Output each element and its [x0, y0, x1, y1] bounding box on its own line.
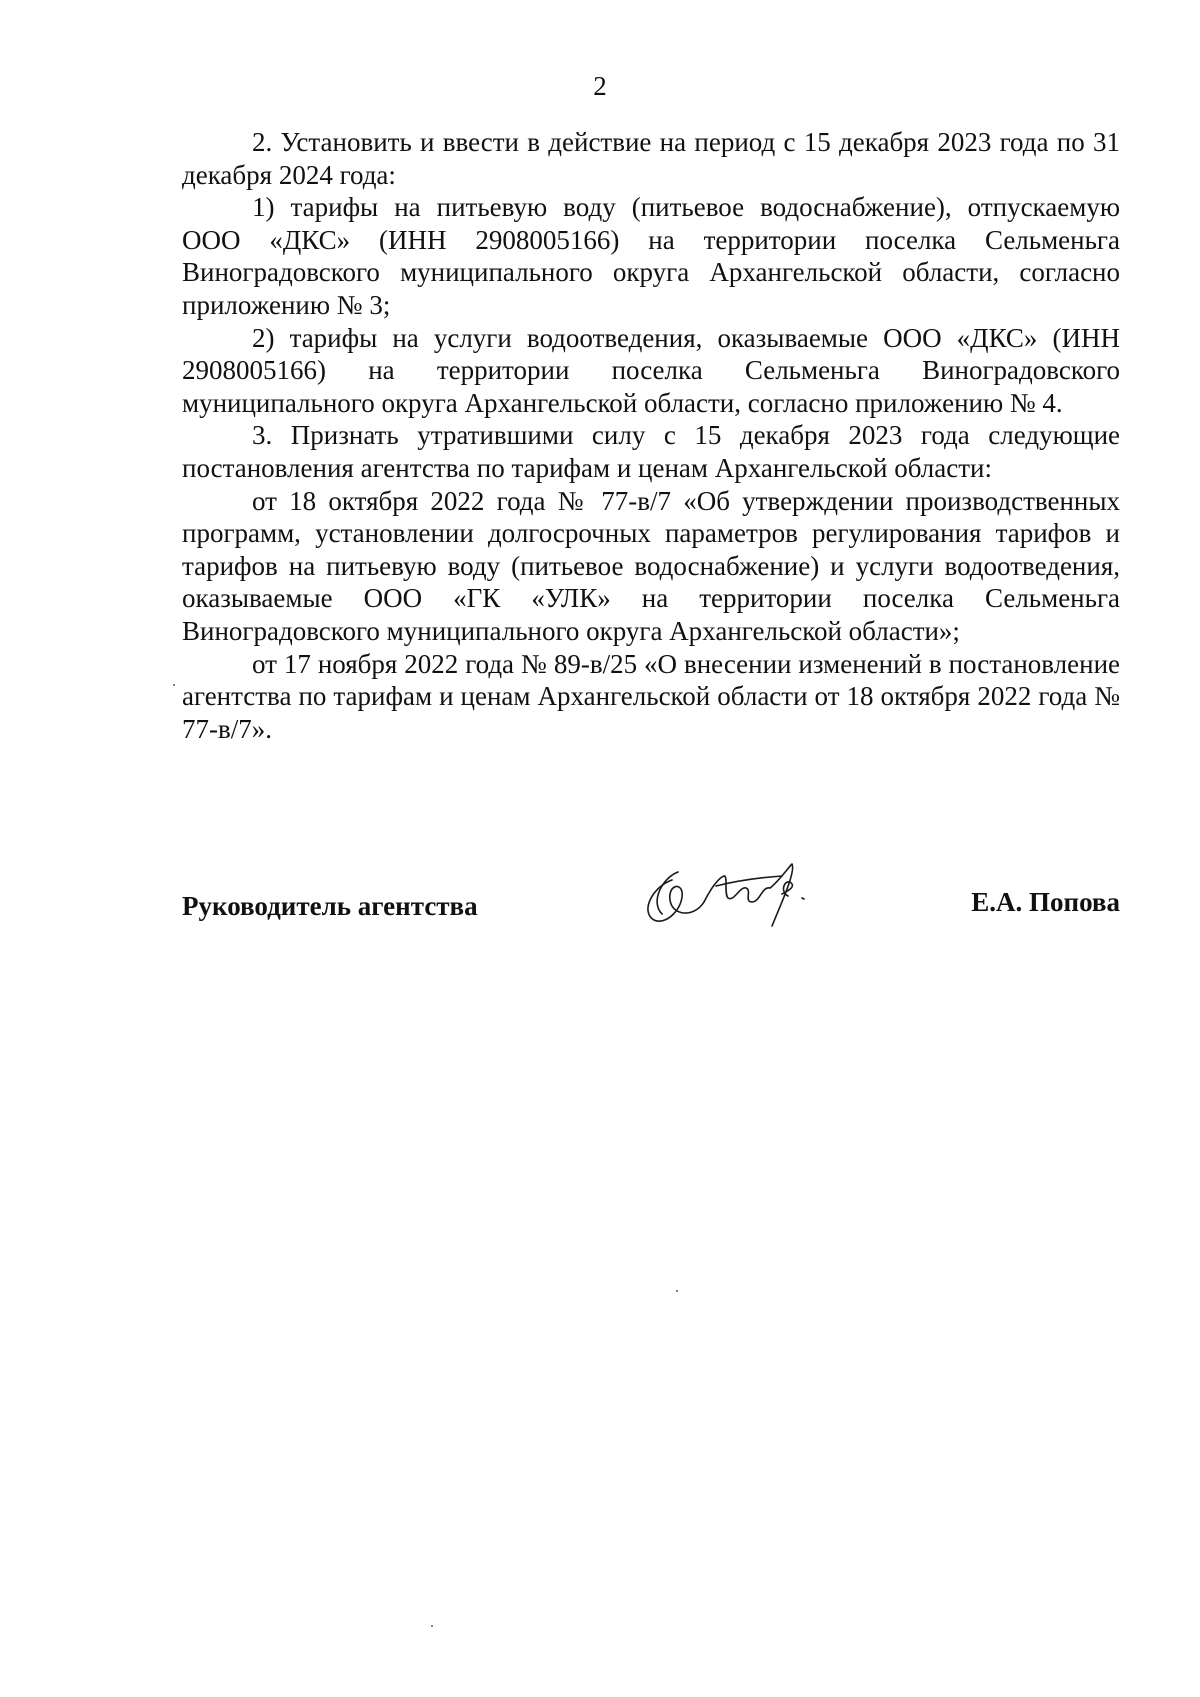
- page-number: 2: [593, 71, 607, 101]
- paragraph-3: 3. Признать утратившими силу с 15 декабря 2023 года следующие постановления агентства по тарифам и ценам Архангельской области:: [182, 420, 1120, 483]
- document-body: [182, 126, 1120, 745]
- handwritten-signature: [632, 842, 832, 942]
- signer-title: Руководитель агентства: [182, 891, 478, 921]
- paragraph-2-1: 1) тарифы на питьевую воду (питьевое водоснабжение), отпускаемую ООО «ДКС» (ИНН 2908005166) на территории поселка Сельменьга Виноградовского муниципального округа Архангельской области, согласно приложению № 3;: [182, 192, 1120, 320]
- paragraph-2-2: 2) тарифы на услуги водоотведения, оказываемые ООО «ДКС» (ИНН 2908005166) на территории поселка Сельменьга Виноградовского муниципального округа Архангельской области, согласно приложению № 4.: [182, 322, 1120, 418]
- repealed-resolution-2: от 17 ноября 2022 года № 89-в/25 «О внесении изменений в постановление агентства по тарифам и ценам Архангельской области от 18 октября 2022 года № 77-в/7».: [182, 648, 1120, 744]
- signature-block: [182, 860, 1120, 970]
- signer-name: Е.А. Попова: [971, 887, 1120, 917]
- scan-speck: [676, 1290, 678, 1292]
- scan-speck: [173, 684, 175, 686]
- scan-speck: [431, 1625, 433, 1627]
- repealed-resolution-1: от 18 октября 2022 года № 77-в/7 «Об утверждении производственных программ, установлении долгосрочных параметров регулирования тарифов и тарифов на питьевую воду (питьевое водоснабжение) и услуги водоотведения, оказываемые ООО «ГК «УЛК» на территории поселка Сельменьга Виноградовского муниципального округа Архангельской области»;: [182, 485, 1120, 646]
- paragraph-2: 2. Установить и ввести в действие на период с 15 декабря 2023 года по 31 декабря 2024 года:: [182, 127, 1120, 190]
